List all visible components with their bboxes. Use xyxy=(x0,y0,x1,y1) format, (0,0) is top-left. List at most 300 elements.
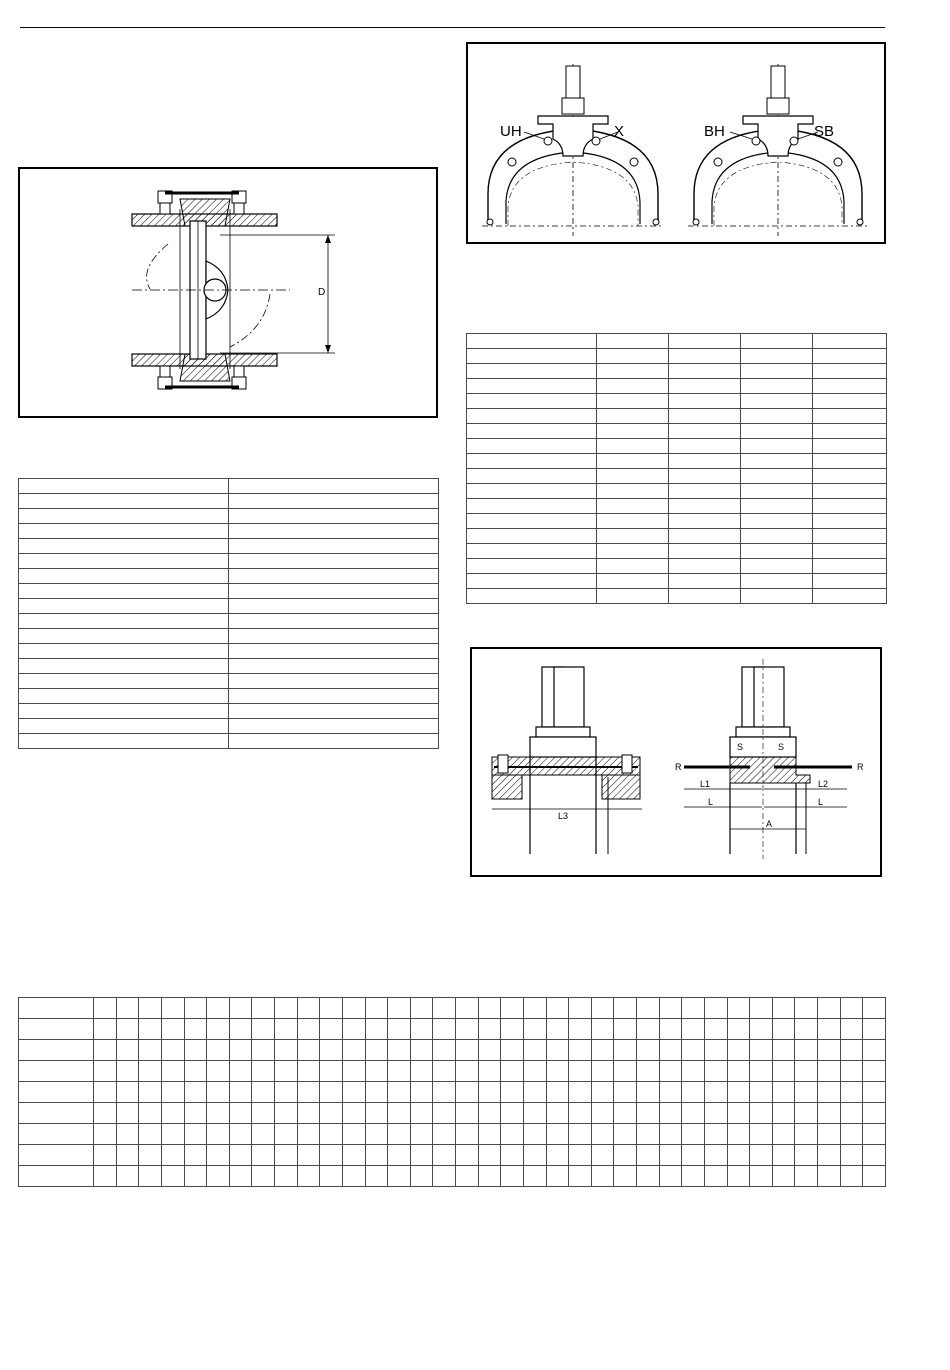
table-cell xyxy=(229,539,439,554)
table-cell xyxy=(546,1082,569,1103)
table-cell xyxy=(139,1040,162,1061)
table-cell xyxy=(365,1061,388,1082)
table-cell xyxy=(597,484,669,499)
table-cell xyxy=(597,574,669,589)
table-cell xyxy=(229,1082,252,1103)
table-row xyxy=(19,494,439,509)
table-cell xyxy=(229,479,439,494)
table-cell xyxy=(840,998,863,1019)
table-cell xyxy=(19,674,229,689)
table-cell xyxy=(320,998,343,1019)
table-cell xyxy=(19,569,229,584)
table-cell xyxy=(591,1124,614,1145)
table-row xyxy=(19,629,439,644)
table-cell xyxy=(741,574,813,589)
table-cell xyxy=(116,1145,139,1166)
table-cell xyxy=(433,1019,456,1040)
table-cell xyxy=(591,1145,614,1166)
table-row xyxy=(19,674,439,689)
table-cell xyxy=(669,484,741,499)
left-data-table xyxy=(18,478,439,749)
table-cell xyxy=(813,589,887,604)
table-row xyxy=(19,599,439,614)
table-cell xyxy=(813,379,887,394)
table-cell xyxy=(19,524,229,539)
table-cell xyxy=(669,514,741,529)
table-cell xyxy=(19,734,229,749)
table-row xyxy=(19,554,439,569)
table-cell xyxy=(229,1019,252,1040)
table-row xyxy=(467,409,887,424)
table-cell xyxy=(467,589,597,604)
table-cell xyxy=(772,1124,795,1145)
table-cell xyxy=(741,364,813,379)
table-cell xyxy=(388,1082,411,1103)
table-cell xyxy=(297,1103,320,1124)
table-cell xyxy=(467,529,597,544)
table-cell xyxy=(467,334,597,349)
table-cell xyxy=(741,424,813,439)
table-row xyxy=(19,1145,886,1166)
table-cell xyxy=(669,409,741,424)
table-cell xyxy=(275,998,298,1019)
dimension-l1-label: L1 xyxy=(700,779,711,789)
table-cell xyxy=(19,1082,94,1103)
table-cell xyxy=(19,1145,94,1166)
table-cell xyxy=(252,1040,275,1061)
table-row xyxy=(19,539,439,554)
table-cell xyxy=(813,469,887,484)
table-cell xyxy=(388,1061,411,1082)
table-cell xyxy=(727,998,750,1019)
table-cell xyxy=(342,1082,365,1103)
table-cell xyxy=(207,1019,230,1040)
table-cell xyxy=(863,1082,886,1103)
table-cell xyxy=(569,1166,592,1187)
table-cell xyxy=(467,409,597,424)
table-cell xyxy=(19,614,229,629)
table-cell xyxy=(614,1103,637,1124)
table-row xyxy=(19,1166,886,1187)
table-cell xyxy=(116,1124,139,1145)
table-cell xyxy=(252,1103,275,1124)
table-cell xyxy=(546,998,569,1019)
table-cell xyxy=(597,439,669,454)
table-cell xyxy=(546,1166,569,1187)
table-cell xyxy=(813,514,887,529)
table-cell xyxy=(19,1019,94,1040)
table-cell xyxy=(207,1145,230,1166)
table-cell xyxy=(275,1061,298,1082)
table-cell xyxy=(161,1082,184,1103)
table-row xyxy=(19,1019,886,1040)
table-cell xyxy=(116,1019,139,1040)
table-cell xyxy=(523,1103,546,1124)
table-cell xyxy=(704,1040,727,1061)
table-cell xyxy=(365,1040,388,1061)
table-cell xyxy=(741,529,813,544)
hole-label-sb: SB xyxy=(814,123,835,140)
table-cell xyxy=(456,1166,479,1187)
table-cell xyxy=(320,1040,343,1061)
table-cell xyxy=(275,1166,298,1187)
table-cell xyxy=(19,689,229,704)
table-cell xyxy=(342,998,365,1019)
table-row xyxy=(467,394,887,409)
table-cell xyxy=(727,1019,750,1040)
table-cell xyxy=(591,1019,614,1040)
table-cell xyxy=(637,1124,660,1145)
table-cell xyxy=(161,1166,184,1187)
table-cell xyxy=(669,394,741,409)
table-cell xyxy=(813,364,887,379)
table-cell xyxy=(116,1040,139,1061)
table-cell xyxy=(467,454,597,469)
table-cell xyxy=(388,998,411,1019)
table-cell xyxy=(704,998,727,1019)
table-cell xyxy=(19,539,229,554)
table-cell xyxy=(388,1103,411,1124)
table-cell xyxy=(704,1061,727,1082)
table-cell xyxy=(478,1040,501,1061)
table-cell xyxy=(467,424,597,439)
table-cell xyxy=(467,469,597,484)
table-cell xyxy=(229,1103,252,1124)
table-cell xyxy=(682,1124,705,1145)
dimension-l3-label: L3 xyxy=(558,811,569,821)
hole-label-x: X xyxy=(614,123,625,140)
table-cell xyxy=(795,1019,818,1040)
table-cell xyxy=(637,1166,660,1187)
table-cell xyxy=(320,1061,343,1082)
table-row xyxy=(19,479,439,494)
table-cell xyxy=(467,484,597,499)
table-cell xyxy=(591,1061,614,1082)
table-cell xyxy=(229,509,439,524)
table-cell xyxy=(669,334,741,349)
table-cell xyxy=(741,499,813,514)
table-cell xyxy=(342,1061,365,1082)
table-cell xyxy=(229,644,439,659)
table-cell xyxy=(863,1103,886,1124)
table-cell xyxy=(772,1166,795,1187)
table-cell xyxy=(569,1103,592,1124)
table-cell xyxy=(184,1040,207,1061)
table-cell xyxy=(659,1040,682,1061)
table-cell xyxy=(795,1082,818,1103)
table-cell xyxy=(669,529,741,544)
table-cell xyxy=(297,1040,320,1061)
table-cell xyxy=(94,1040,117,1061)
table-cell xyxy=(478,1103,501,1124)
table-row xyxy=(19,689,439,704)
table-cell xyxy=(840,1166,863,1187)
table-cell xyxy=(467,514,597,529)
table-cell xyxy=(741,559,813,574)
table-cell xyxy=(275,1019,298,1040)
dimension-s-right-label: S xyxy=(778,742,785,752)
table-cell xyxy=(410,1145,433,1166)
valve-section-drawing xyxy=(20,169,436,416)
dimension-l-right-label: L xyxy=(818,797,824,807)
table-cell xyxy=(750,1124,773,1145)
table-cell xyxy=(467,349,597,364)
table-cell xyxy=(94,998,117,1019)
table-row xyxy=(19,524,439,539)
table-cell xyxy=(863,998,886,1019)
table-row xyxy=(19,1082,886,1103)
table-cell xyxy=(161,1040,184,1061)
table-cell xyxy=(297,1145,320,1166)
table-cell xyxy=(365,998,388,1019)
table-cell xyxy=(659,1019,682,1040)
table-cell xyxy=(184,1166,207,1187)
table-cell xyxy=(342,1145,365,1166)
table-cell xyxy=(750,1103,773,1124)
table-cell xyxy=(19,1103,94,1124)
table-cell xyxy=(682,1040,705,1061)
table-cell xyxy=(741,544,813,559)
table-cell xyxy=(229,719,439,734)
table-row xyxy=(467,364,887,379)
table-cell xyxy=(741,469,813,484)
dimension-s-left-label: S xyxy=(737,742,744,752)
table-cell xyxy=(467,439,597,454)
table-cell xyxy=(669,559,741,574)
table-cell xyxy=(467,364,597,379)
table-cell xyxy=(591,1082,614,1103)
table-cell xyxy=(569,1040,592,1061)
table-cell xyxy=(297,998,320,1019)
table-cell xyxy=(813,559,887,574)
table-cell xyxy=(772,1145,795,1166)
table-cell xyxy=(184,1124,207,1145)
table-cell xyxy=(818,1019,841,1040)
table-cell xyxy=(637,1040,660,1061)
table-cell xyxy=(467,379,597,394)
table-cell xyxy=(19,719,229,734)
table-cell xyxy=(116,1061,139,1082)
table-cell xyxy=(139,1103,162,1124)
table-row xyxy=(467,334,887,349)
table-cell xyxy=(456,1124,479,1145)
table-cell xyxy=(546,1061,569,1082)
table-cell xyxy=(19,509,229,524)
table-cell xyxy=(818,998,841,1019)
table-cell xyxy=(614,1166,637,1187)
table-cell xyxy=(320,1166,343,1187)
table-cell xyxy=(501,1166,524,1187)
table-cell xyxy=(597,559,669,574)
table-cell xyxy=(433,1145,456,1166)
table-cell xyxy=(813,409,887,424)
hole-label-bh: BH xyxy=(704,123,725,140)
dimension-l2-label: L2 xyxy=(818,779,829,789)
table-cell xyxy=(727,1103,750,1124)
table-cell xyxy=(614,1145,637,1166)
table-cell xyxy=(659,1145,682,1166)
table-cell xyxy=(840,1061,863,1082)
table-cell xyxy=(207,1103,230,1124)
table-cell xyxy=(795,1124,818,1145)
table-cell xyxy=(297,1082,320,1103)
table-cell xyxy=(741,349,813,364)
table-cell xyxy=(813,529,887,544)
table-cell xyxy=(229,659,439,674)
table-row xyxy=(467,499,887,514)
table-cell xyxy=(19,1061,94,1082)
table-cell xyxy=(614,1124,637,1145)
table-cell xyxy=(342,1166,365,1187)
table-cell xyxy=(597,454,669,469)
table-cell xyxy=(704,1019,727,1040)
table-cell xyxy=(207,1061,230,1082)
table-cell xyxy=(501,998,524,1019)
table-cell xyxy=(139,1019,162,1040)
table-cell xyxy=(750,1040,773,1061)
table-cell xyxy=(19,479,229,494)
table-cell xyxy=(795,1145,818,1166)
table-cell xyxy=(795,998,818,1019)
table-cell xyxy=(597,529,669,544)
table-cell xyxy=(161,1124,184,1145)
table-cell xyxy=(840,1040,863,1061)
table-cell xyxy=(546,1145,569,1166)
table-cell xyxy=(161,1103,184,1124)
hole-positions-drawing xyxy=(468,44,884,242)
table-cell xyxy=(669,499,741,514)
hole-label-uh: UH xyxy=(500,123,522,140)
table-cell xyxy=(523,1040,546,1061)
table-cell xyxy=(813,499,887,514)
table-cell xyxy=(275,1040,298,1061)
table-row xyxy=(467,544,887,559)
table-row xyxy=(467,559,887,574)
table-cell xyxy=(275,1145,298,1166)
table-cell xyxy=(840,1124,863,1145)
table-cell xyxy=(727,1124,750,1145)
table-cell xyxy=(19,998,94,1019)
bottom-data-table xyxy=(18,997,886,1187)
table-cell xyxy=(501,1124,524,1145)
table-cell xyxy=(546,1019,569,1040)
table-cell xyxy=(467,394,597,409)
table-cell xyxy=(19,1166,94,1187)
table-cell xyxy=(682,998,705,1019)
table-cell xyxy=(597,469,669,484)
table-cell xyxy=(659,1166,682,1187)
table-cell xyxy=(410,1166,433,1187)
table-cell xyxy=(813,544,887,559)
table-row xyxy=(19,644,439,659)
table-cell xyxy=(139,1082,162,1103)
table-cell xyxy=(478,998,501,1019)
table-cell xyxy=(597,379,669,394)
table-cell xyxy=(741,394,813,409)
table-cell xyxy=(682,1082,705,1103)
table-cell xyxy=(597,334,669,349)
table-cell xyxy=(229,614,439,629)
table-row xyxy=(467,439,887,454)
table-cell xyxy=(727,1061,750,1082)
table-cell xyxy=(569,1061,592,1082)
table-cell xyxy=(139,998,162,1019)
table-cell xyxy=(433,1166,456,1187)
table-cell xyxy=(523,1166,546,1187)
table-cell xyxy=(116,1166,139,1187)
table-cell xyxy=(637,1019,660,1040)
table-cell xyxy=(795,1061,818,1082)
table-cell xyxy=(207,1082,230,1103)
table-cell xyxy=(229,1124,252,1145)
table-cell xyxy=(591,1103,614,1124)
table-cell xyxy=(275,1082,298,1103)
table-cell xyxy=(741,379,813,394)
bolting-drawing xyxy=(472,649,880,875)
table-cell xyxy=(478,1166,501,1187)
table-cell xyxy=(818,1103,841,1124)
table-cell xyxy=(813,439,887,454)
table-cell xyxy=(229,674,439,689)
table-cell xyxy=(184,1019,207,1040)
table-cell xyxy=(840,1019,863,1040)
table-cell xyxy=(659,998,682,1019)
table-cell xyxy=(704,1124,727,1145)
table-cell xyxy=(139,1061,162,1082)
table-cell xyxy=(569,998,592,1019)
table-cell xyxy=(116,1082,139,1103)
table-cell xyxy=(433,1103,456,1124)
table-cell xyxy=(433,1082,456,1103)
dimension-a-label: A xyxy=(766,819,773,829)
table-cell xyxy=(207,1124,230,1145)
table-cell xyxy=(750,1061,773,1082)
table-cell xyxy=(704,1103,727,1124)
table-cell xyxy=(813,574,887,589)
table-cell xyxy=(229,569,439,584)
table-cell xyxy=(365,1103,388,1124)
table-cell xyxy=(184,998,207,1019)
table-cell xyxy=(229,494,439,509)
table-cell xyxy=(410,1124,433,1145)
table-cell xyxy=(467,574,597,589)
table-cell xyxy=(161,998,184,1019)
table-row xyxy=(19,1061,886,1082)
table-cell xyxy=(229,689,439,704)
table-cell xyxy=(433,1061,456,1082)
table-cell xyxy=(523,1082,546,1103)
table-cell xyxy=(669,364,741,379)
table-cell xyxy=(637,1103,660,1124)
table-cell xyxy=(597,349,669,364)
table-cell xyxy=(523,1061,546,1082)
table-cell xyxy=(320,1082,343,1103)
table-row xyxy=(467,469,887,484)
table-cell xyxy=(840,1103,863,1124)
table-cell xyxy=(478,1061,501,1082)
table-cell xyxy=(704,1166,727,1187)
table-cell xyxy=(410,998,433,1019)
table-row xyxy=(467,514,887,529)
table-cell xyxy=(365,1166,388,1187)
table-cell xyxy=(252,1061,275,1082)
table-cell xyxy=(252,998,275,1019)
table-cell xyxy=(365,1082,388,1103)
table-cell xyxy=(365,1145,388,1166)
table-cell xyxy=(456,998,479,1019)
table-cell xyxy=(184,1103,207,1124)
table-cell xyxy=(456,1145,479,1166)
